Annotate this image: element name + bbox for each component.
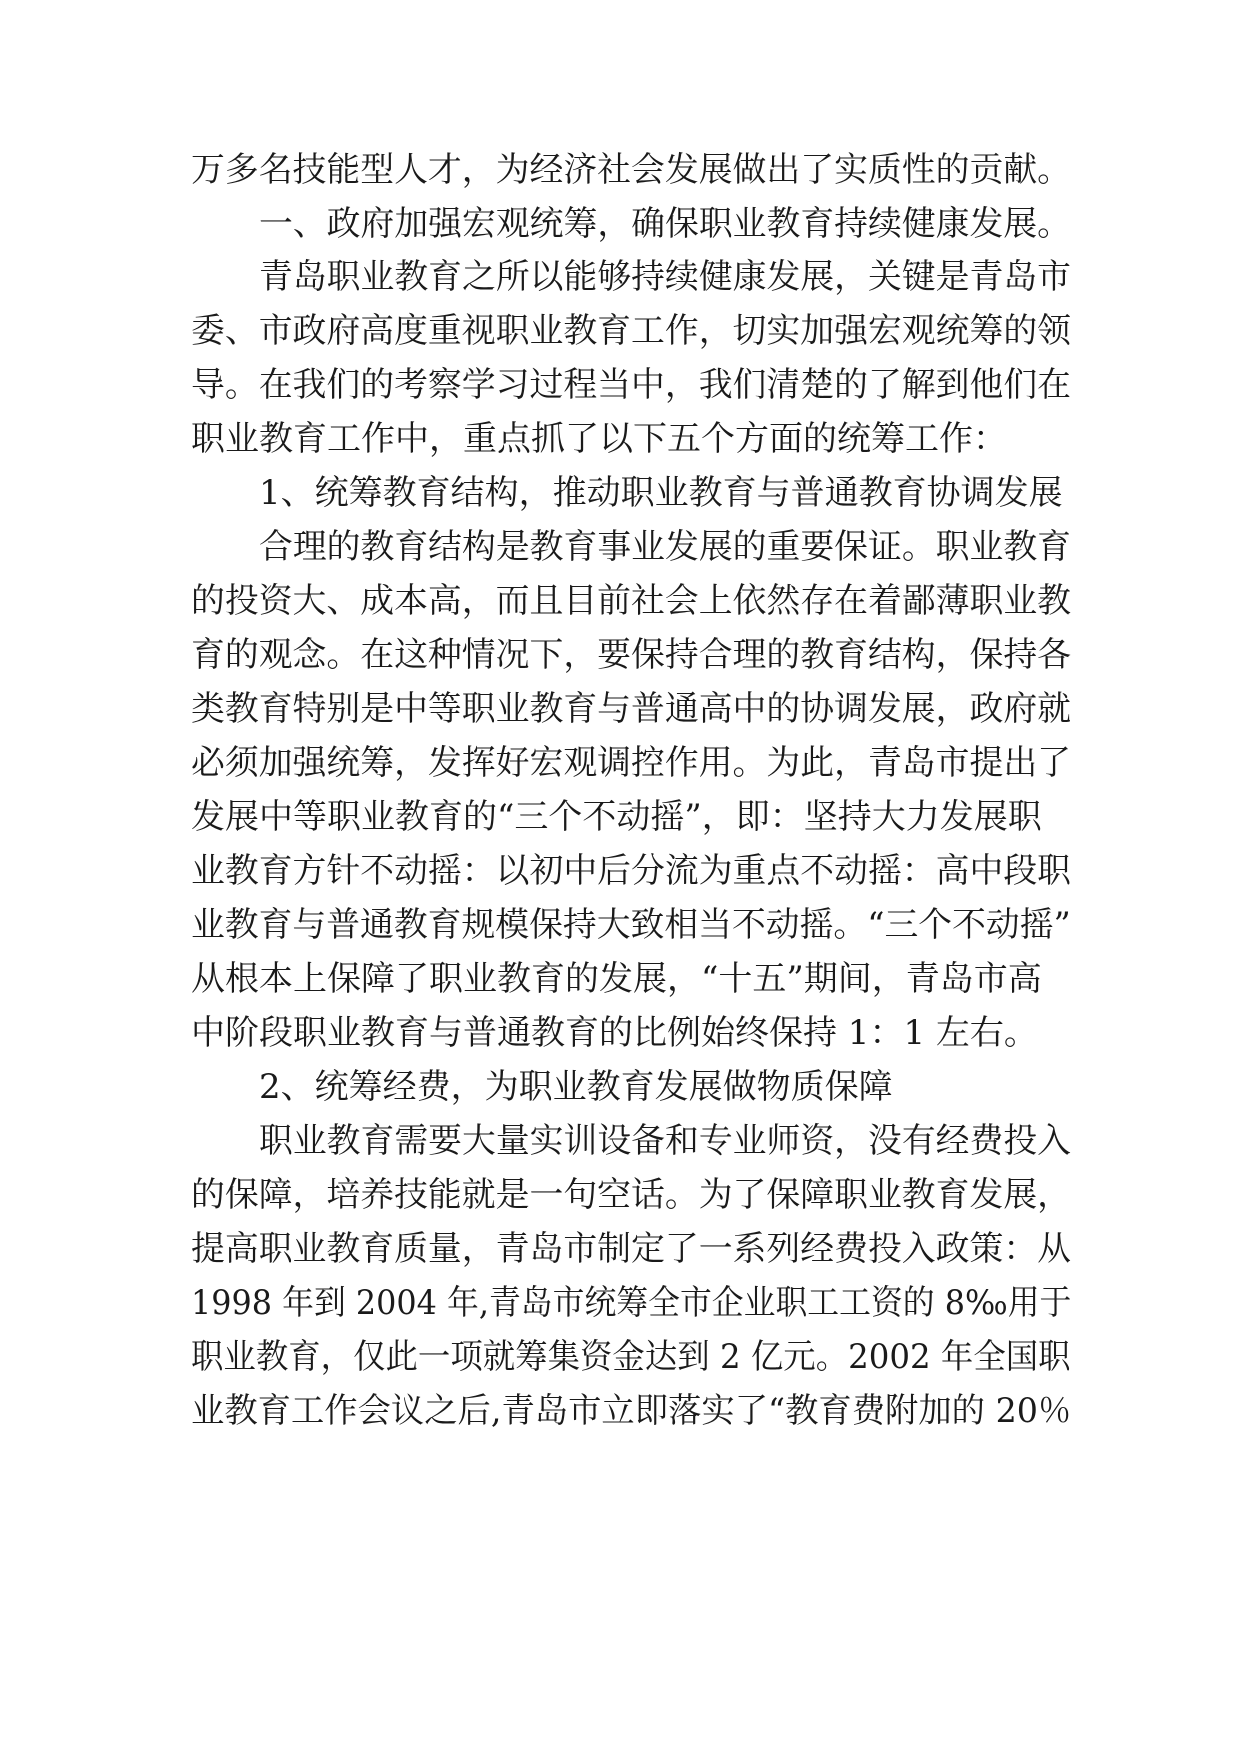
paragraph-line: 类教育特别是中等职业教育与普通高中的协调发展，政府就: [191, 689, 1072, 729]
paragraph-line: 职业教育工作中，重点抓了以下五个方面的统筹工作：: [191, 419, 1007, 459]
paragraph-line: 职业教育需要大量实训设备和专业师资，没有经费投入: [259, 1121, 1072, 1161]
paragraph-line: 的投资大、成本高，而且目前社会上依然存在着鄙薄职业教: [191, 581, 1072, 621]
paragraph-line: 业教育与普通教育规模保持大致相当不动摇。“三个不动摇”: [191, 905, 1071, 945]
section-heading: 一、政府加强宏观统筹，确保职业教育持续健康发展。: [259, 204, 1072, 244]
paragraph-line: 中阶段职业教育与普通教育的比例始终保持 1：1 左右。: [191, 1013, 1038, 1053]
paragraph-line: 万多名技能型人才，为经济社会发展做出了实质性的贡献。: [191, 150, 1072, 190]
paragraph-line: 业教育方针不动摇：以初中后分流为重点不动摇：高中段职: [191, 851, 1072, 891]
paragraph-line: 1998 年到 2004 年,青岛市统筹全市企业职工工资的 8‰用于: [191, 1283, 1072, 1323]
paragraph-line: 必须加强统筹，发挥好宏观调控作用。为此，青岛市提出了: [191, 743, 1072, 783]
paragraph-line: 的保障，培养技能就是一句空话。为了保障职业教育发展，: [191, 1175, 1072, 1215]
paragraph-line: 青岛职业教育之所以能够持续健康发展，关键是青岛市: [259, 257, 1072, 297]
paragraph-line: 育的观念。在这种情况下，要保持合理的教育结构，保持各: [191, 635, 1072, 675]
subsection-heading: 1、统筹教育结构，推动职业教育与普通教育协调发展: [259, 473, 1063, 513]
paragraph-line: 委、市政府高度重视职业教育工作，切实加强宏观统筹的领: [191, 311, 1072, 351]
paragraph-line: 发展中等职业教育的“三个不动摇”，即：坚持大力发展职: [191, 797, 1042, 837]
paragraph-line: 导。在我们的考察学习过程当中，我们清楚的了解到他们在: [191, 365, 1072, 405]
paragraph-line: 提高职业教育质量，青岛市制定了一系列经费投入政策：从: [191, 1229, 1072, 1269]
paragraph-line: 从根本上保障了职业教育的发展，“十五”期间，青岛市高: [191, 959, 1042, 999]
paragraph-line: 合理的教育结构是教育事业发展的重要保证。职业教育: [259, 527, 1072, 567]
subsection-heading: 2、统筹经费，为职业教育发展做物质保障: [259, 1067, 893, 1107]
paragraph-line: 职业教育，仅此一项就筹集资金达到 2 亿元。2002 年全国职: [191, 1337, 1071, 1377]
paragraph-line: 业教育工作会议之后,青岛市立即落实了“教育费附加的 20％: [191, 1391, 1072, 1431]
